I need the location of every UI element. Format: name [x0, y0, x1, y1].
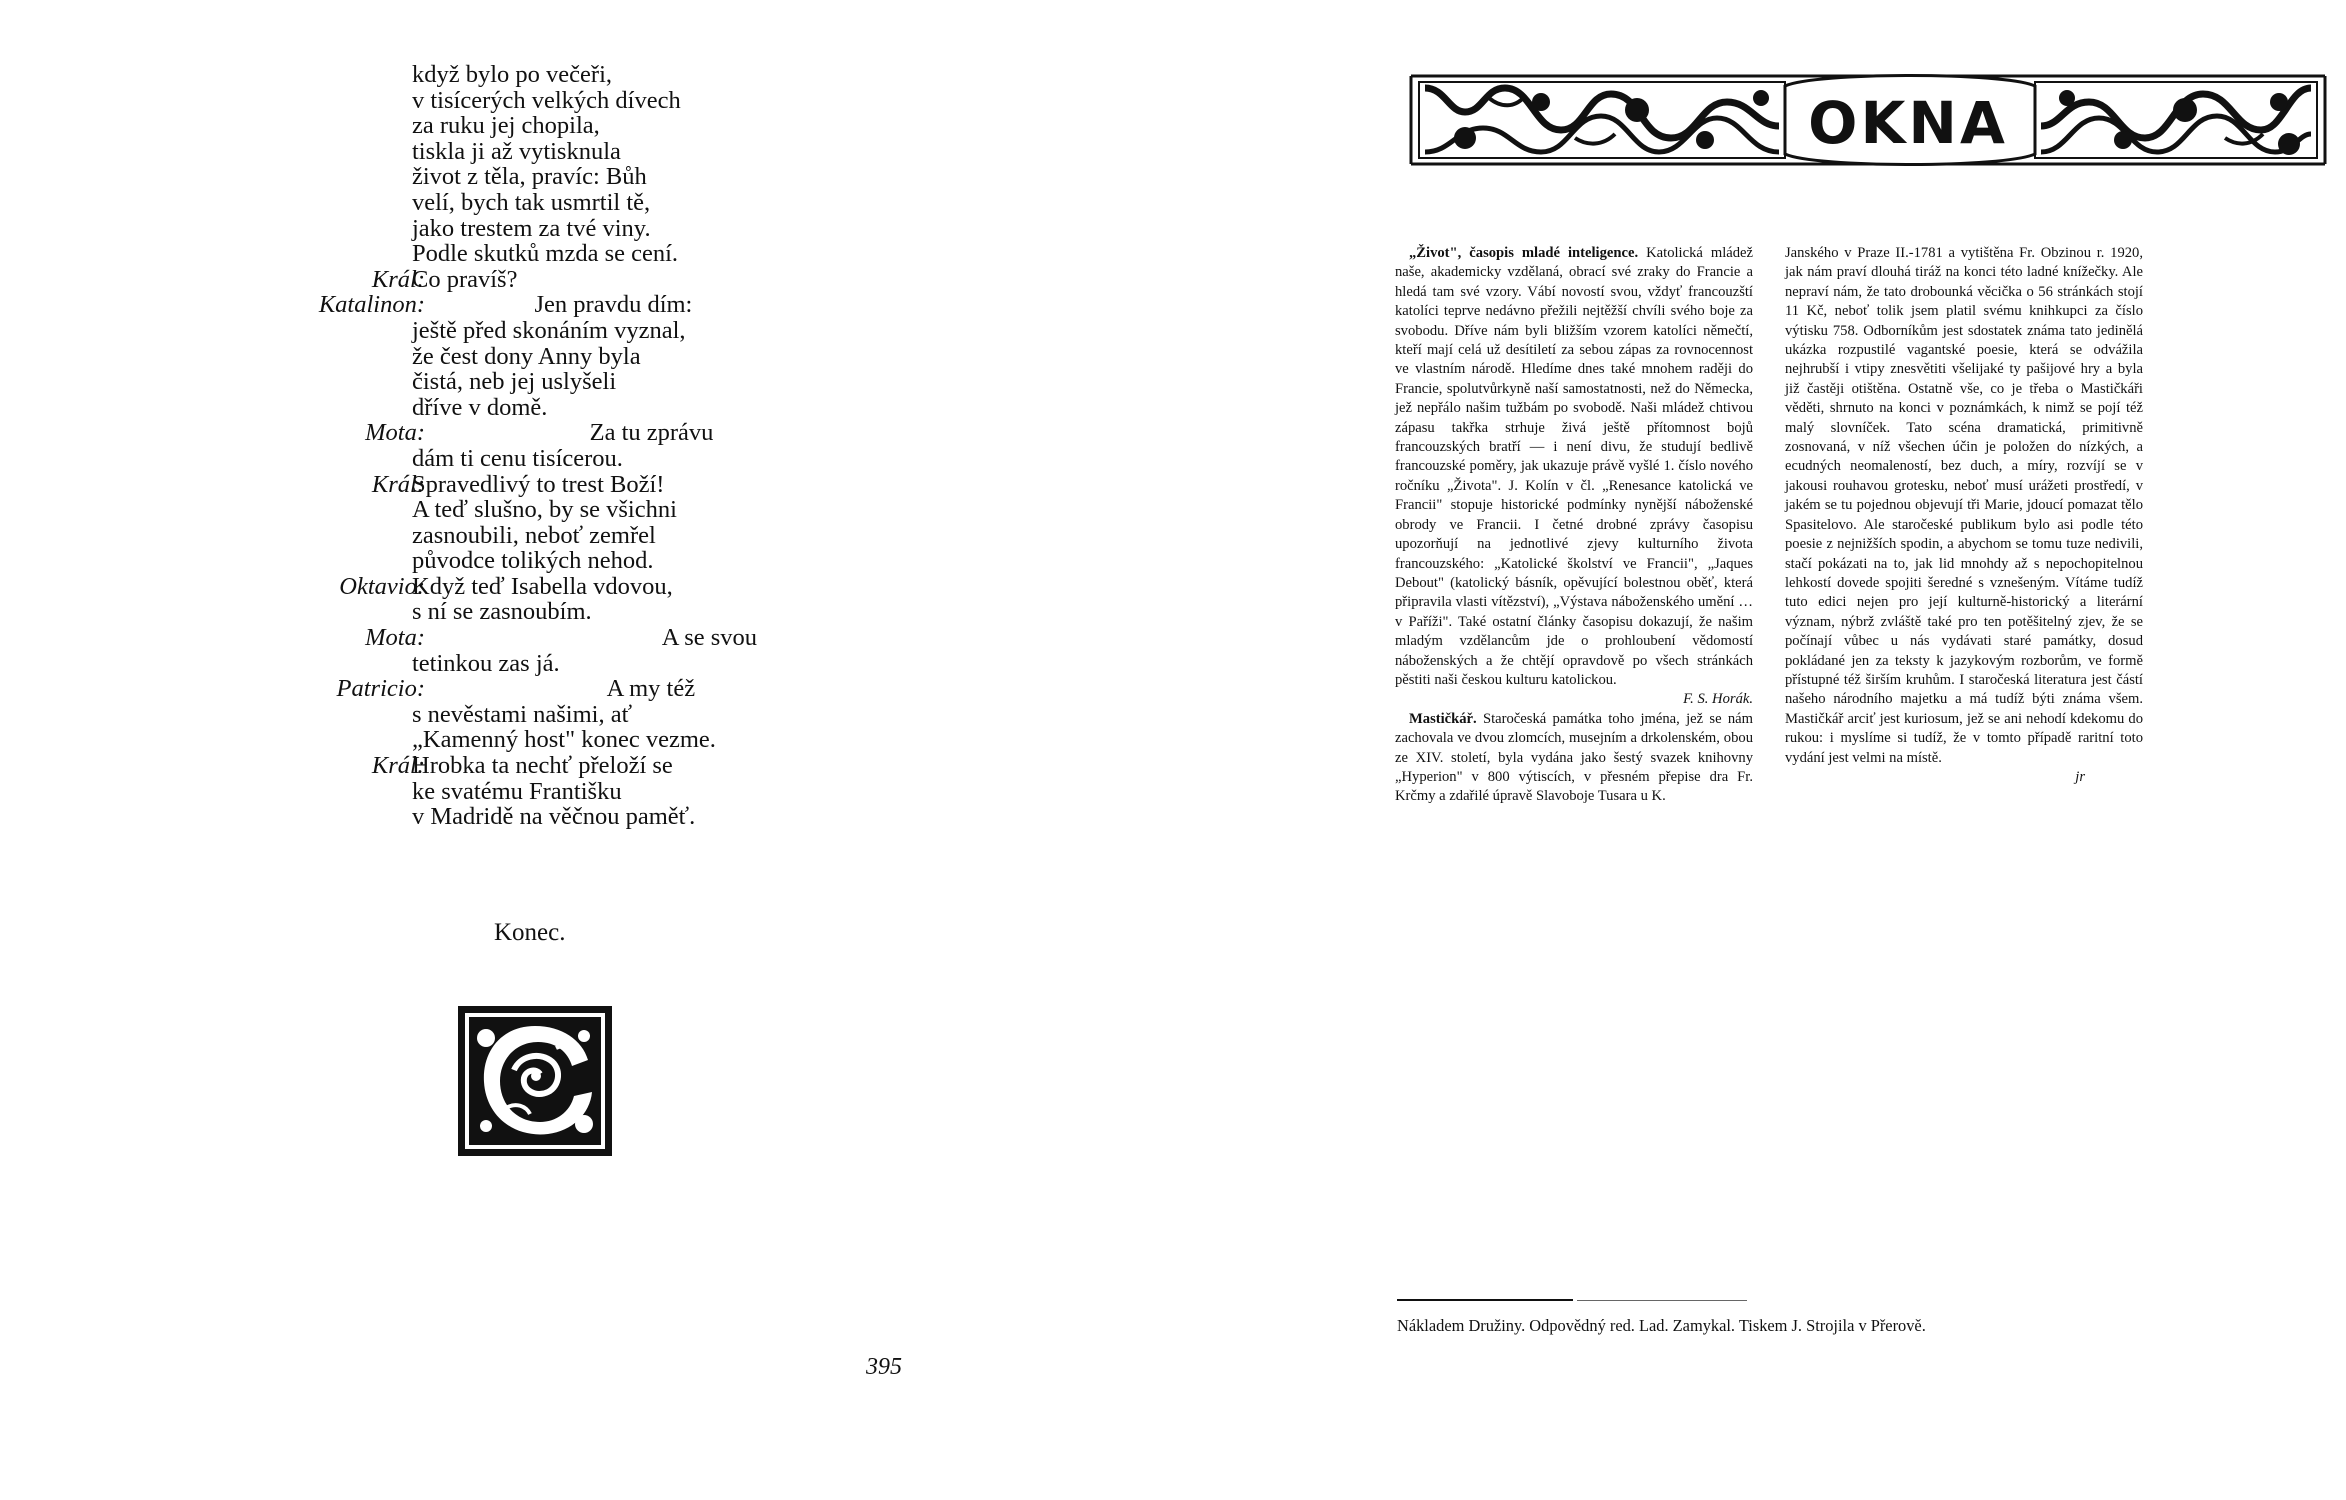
drama-line [240, 139, 840, 165]
imprint: Nákladem Družiny. Odpovědný red. Lad. Zamykal. Tiskem J. Strojila v Přerově. [1397, 1316, 1926, 1335]
article-body: Katolická mládež naše, akademicky vzdělaná, obrací své zraky do Francie a hledá tam své vzory. Vábí novostí svou, vždyť francouzští katolíci teprve nedávno přežili nejtěžší chvíli svého boje za svobodu. Dříve nám byli bližším vzorem katolíci němečtí, kteří mají celá už desítiletí za sebou zápas za rovnocennost ve vlastním národě. Hledíme dnes také mnohem raději do Francie, spolutvůrkyně naší samostatnosti, než do Německa, jež nepřálo našim tužbám po svobodě. Naši mládež chtivou zápasu takřka strhuje živá ještě přítomnost bojů francouzských bratří — i není divu, že studují bedlivě francouzské poměry, jak ukazuje právě vyšlé 1. číslo nového ročníku „Života". J. Kolín v čl. „Renesance katolická ve Francii" stopuje historické podmínky nynější náboženské obrody ve Francii. I četné drobné zprávy časopisu upozorňují na jednotlivé zjevy kulturního života francouzského: „Katolické školství ve Francii", „Jaques Debout" (katolický básník, opěvující bolestnou oběť, která připravila vlasti vítězství), „Výstava náboženského umění … v Paříži". Také ostatní články časopisu dokazují, že našim mladým vzdělancům jde o prohloubení vědomostí náboženských a že chtějí opravdově po všech stránkách pěstiti naši českou kulturu katolickou. [1395, 245, 1753, 688]
verse-text: původce tolikých nehod. [412, 547, 654, 575]
verse-text: A se svou [412, 624, 758, 652]
speaker-name: Král: [371, 265, 425, 293]
verse-text: Co pravíš? [412, 265, 518, 293]
verse-text: že čest dony Anny byla [412, 342, 641, 370]
speaker-name: Patricio: [336, 675, 425, 703]
drama-line [240, 676, 840, 702]
drama-line [240, 804, 840, 830]
drama-line [240, 241, 840, 267]
verse-text: za ruku jej chopila, [412, 112, 600, 140]
drama-line [240, 292, 840, 318]
section-header [1405, 68, 2331, 172]
verse-text: tetinkou zas já. [412, 649, 560, 677]
drama-line [240, 625, 840, 651]
verse-text: dám ti cenu tisícerou. [412, 444, 623, 472]
drama-line [240, 779, 840, 805]
article-mastickar [1395, 710, 1753, 807]
drama-line [240, 164, 840, 190]
verse-text: Za tu zprávu [412, 419, 714, 447]
page-number: 395 [866, 1354, 902, 1380]
verse-text: Spravedlivý to trest Boží! [412, 470, 665, 498]
verse-text: ke svatému Františku [412, 777, 622, 805]
verse-text: čistá, neb jej uslyšeli [412, 368, 617, 396]
article-mastickar-cont: Janského v Praze II.-1781 a vytištěna Fr. Obzinou r. 1920, jak nám praví dlouhá tiráž na konci této ladné knížečky. Ale nepraví nám, že tato drobounká věcička o 56 stránkách stojí 11 Kč, neboť tolik jsem platil svému knihkupci za číslo výtisku 758. Odborníkům jest sdostatek známa tato jedinělá ukázka rozpustilé vagantské poesie, která se odvážila nejhrubší i vtipy znesvětiti všelijaké ty pašijové hry a byla již častěji otištěna. Ostatně vše, co je třeba o Mastičkáři věděti, shrnuto na konci v poznámkách, k nimž se pojí též malý slovníček. Tato scéna dramatická, primitivně zosnovaná, v níž všechen účin je položen do nízkých, a ecudných neomaleností, bez duch, a míry, rozvíjí se v jakousi rouhavou grotesku, neboť musí urážeti prostředí, v jakém se tu pojednou objevují tři Marie, jdoucí pomazat tělo Spasitelovo. Ale staročeské publikum bylo asi podle této poesie z nejnižších spodin, a abychom se tomu tuze nedivili, stačí pokázati na to, jak lid mnohdy až s nepochopitelnou lehkostí dovede spojiti šeredné s vznešeným. Vítáme tudíž tuto edici nejen pro její kulturně-historický a literární význam, nýbrž zvláště také pro ten potěšitelný zjev, že se počínají vůbec u nás vydávati staré památky, dosud pokládané jen za teksty k jazykovým rozborům, ve formě přístupné též širším kruhům. I staročeská literatura jest částí našeho národního majetku a má tudíž býti známa všem. Mastičkář arciť jest kuriosum, jež se ani nehodí kdekomu do rukou: i myslíme si tudíž, že v tomto případě raritní toto vydání jest velmi na místě. [1785, 245, 2143, 766]
verse-text: zasnoubili, neboť zemřel [412, 521, 656, 549]
drama-line [240, 395, 840, 421]
drama-line [240, 574, 840, 600]
article-signature: jr [2075, 768, 2085, 785]
speaker-name: Oktavio: [339, 572, 425, 600]
drama-line [240, 651, 840, 677]
verse-text: s nevěstami našimi, ať [412, 700, 633, 728]
drama-line [240, 113, 840, 139]
drama-line [240, 369, 840, 395]
speaker-name: Král: [371, 470, 425, 498]
verse-text: „Kamenný host" konec vezme. [412, 726, 716, 754]
right-page [1173, 0, 2346, 1500]
article-lead: „Život", časopis mladé inteligence. [1409, 245, 1639, 261]
speaker-name: Mota: [365, 624, 425, 652]
verse-text: Když teď Isabella vdovou, [412, 572, 673, 600]
verse-text: A teď slušno, by se všichni [412, 496, 677, 524]
section-title: OKNA [1808, 89, 2008, 157]
drama-line [240, 318, 840, 344]
drama-text [240, 62, 840, 830]
verse-text: A my též [412, 675, 696, 703]
drama-line [240, 88, 840, 114]
ornamental-initial-icon [456, 1004, 614, 1158]
end-word: Konec. [494, 919, 566, 946]
divider [1577, 1300, 1747, 1301]
verse-text: život z těla, pravíc: Bůh [412, 163, 647, 191]
drama-line [240, 344, 840, 370]
verse-text: jako trestem za tvé viny. [412, 214, 651, 242]
drama-line [240, 727, 840, 753]
speaker-name: Mota: [365, 419, 425, 447]
drama-line [240, 472, 840, 498]
news-column-1 [1395, 244, 1753, 807]
drama-line [240, 702, 840, 728]
drama-line [240, 753, 840, 779]
verse-text: s ní se zasnoubím. [412, 598, 592, 626]
drama-line [240, 216, 840, 242]
verse-text: velí, bych tak usmrtil tě, [412, 188, 651, 216]
article-lead: Mastičkář. [1409, 710, 1477, 727]
speaker-name: Katalinon: [318, 291, 425, 319]
drama-line [240, 267, 840, 293]
verse-text: tiskla ji až vytisknula [412, 137, 621, 165]
drama-line [240, 420, 840, 446]
drama-line [240, 548, 840, 574]
verse-text: v tisícerých velkých dívech [412, 86, 681, 114]
article-body: Staročeská památka toho jména, jež se nám zachovala ve dvou zlomcích, musejním a drkolenském, obou ze XIV. století, byla vydána jako šestý svazek knihovny „Hyperion" v 800 výtiscích, v přesném přepise dra Fr. Krčmy a zdařilé úpravě Slavoboje Tusara u K. [1395, 710, 1753, 805]
drama-line [240, 190, 840, 216]
article-signature: F. S. Horák. [1683, 691, 1753, 708]
speaker-name: Král: [371, 752, 425, 780]
verse-text: když bylo po večeři, [412, 61, 613, 88]
drama-line [240, 599, 840, 625]
title-cartouche [1797, 90, 2019, 156]
verse-text: Jen pravdu dím: [412, 291, 693, 319]
verse-text: Podle skutků mzda se cení. [412, 240, 679, 268]
verse-text: ještě před skonáním vyznal, [412, 316, 686, 344]
news-column-2 [1785, 244, 2143, 787]
verse-text: v Madridě na věčnou paměť. [412, 803, 696, 831]
drama-line [240, 523, 840, 549]
verse-text: Hrobka ta nechť přeloží se [412, 752, 673, 780]
drama-line [240, 446, 840, 472]
article-zivot [1395, 244, 1753, 690]
drama-line [240, 497, 840, 523]
verse-text: dříve v domě. [412, 393, 548, 421]
drama-line [240, 62, 840, 88]
divider [1397, 1299, 1573, 1301]
